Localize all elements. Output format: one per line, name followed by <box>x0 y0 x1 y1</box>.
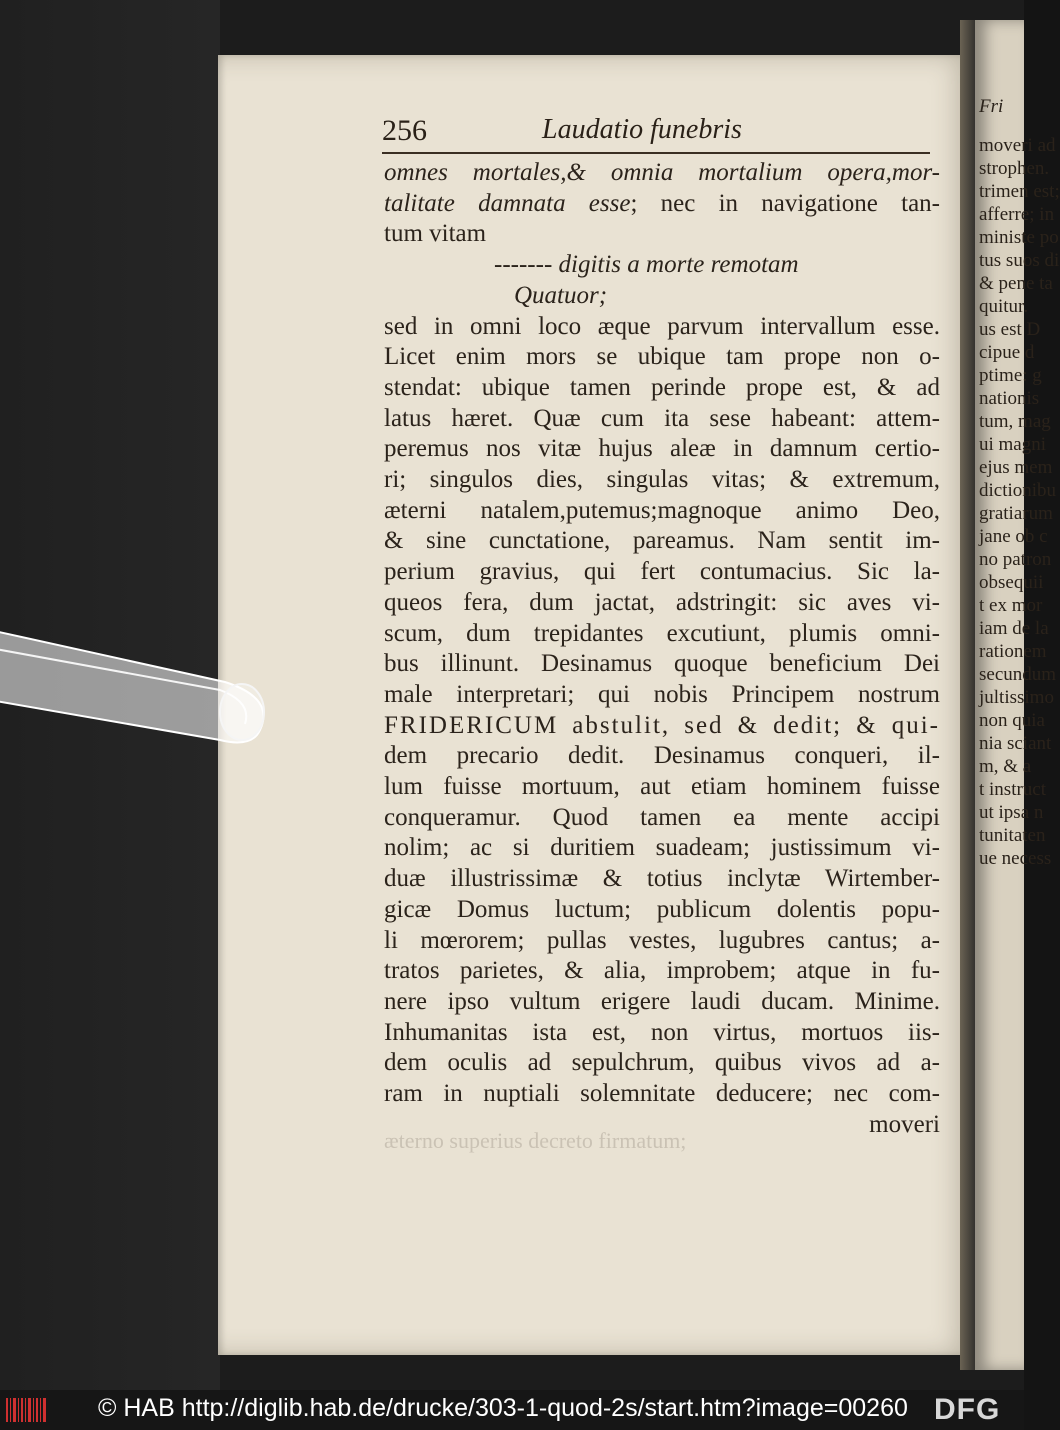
text-line: tratos parietes, & alia, improbem; atque in fu- <box>384 957 940 985</box>
text-line: Inhumanitas ista est, non virtus, mortuos iis- <box>384 1018 940 1046</box>
text-line: Licet enim mors se ubique tam prope non o- <box>384 343 940 371</box>
facing-page-line: cipue d <box>979 342 1035 363</box>
facing-page-line: t ex mor <box>979 595 1043 616</box>
page-number: 256 <box>382 114 427 147</box>
roman-fragment: ; nec in navigatione tan- <box>630 189 941 217</box>
text-line: ri; singulos dies, singulas vitas; & extremum, <box>384 466 940 494</box>
text-line: ram in nuptiali solemnitate deducere; nec com- <box>384 1080 940 1108</box>
facing-page-line: jane ob c <box>979 526 1048 547</box>
facing-page-line: us est D <box>979 319 1041 340</box>
text-line: peremus nos vitæ hujus aleæ in damnum certio- <box>384 435 940 463</box>
facing-page-line: dictionibu <box>979 480 1057 501</box>
facing-page-line: non quia <box>979 710 1045 731</box>
verse-line: ------- digitis a morte remotam <box>494 251 799 279</box>
facing-page-line: m, & a <box>979 756 1032 777</box>
copyright-link[interactable]: © HAB http://diglib.hab.de/drucke/303-1-quod-2s/start.htm?image=00260 <box>98 1394 908 1422</box>
facing-page-line: rationem <box>979 641 1047 662</box>
text-line: conqueramur. Quod tamen ea mente accipi <box>384 803 940 831</box>
facing-page-line: tum, mag <box>979 411 1051 432</box>
facing-page-line: ejus mem <box>979 457 1053 478</box>
facing-page-line: ue necess <box>979 848 1052 869</box>
facing-page-line: iam de la <box>979 618 1049 639</box>
facing-page-line: Fri <box>979 96 1004 117</box>
text-line: latus hæret. Quæ cum ita sese habeant: attem- <box>384 404 940 432</box>
text-line: stendat: ubique tamen perinde prope est, & ad <box>384 373 940 401</box>
facing-page-line: ptime: g <box>979 365 1042 386</box>
facing-page-line: gratiarum <box>979 503 1053 524</box>
facing-page-line: obsequii <box>979 572 1044 593</box>
glass-probe <box>0 620 280 750</box>
facing-page-text <box>979 95 1060 870</box>
text-line <box>384 189 940 220</box>
text-line: queos fera, dum jactat, adstringit: sic aves vi- <box>384 588 940 616</box>
facing-page-line: t instruct <box>979 779 1047 800</box>
facing-page-line: ui magni <box>979 434 1047 455</box>
viewer-footer <box>0 1390 1024 1430</box>
header-rule <box>382 152 930 154</box>
facing-page-line: strophen. <box>979 158 1050 179</box>
text-line: FRIDERICUM abstulit, sed & dedit; & qui- <box>384 711 940 739</box>
verse-line: Quatuor; <box>514 281 608 309</box>
text-line: sed in omni loco æque parvum intervallum esse. <box>384 312 940 340</box>
text-line: duæ illustrissimæ & totius inclytæ Wirtember- <box>384 865 940 893</box>
text-line: bus illinunt. Desinamus quoque beneficium Dei <box>384 650 940 678</box>
facing-page-line: & pene ta <box>979 273 1053 294</box>
facing-page-line: tunitaten <box>979 825 1046 846</box>
facing-page-line: nia sciant <box>979 733 1052 754</box>
body-text <box>384 158 940 1141</box>
facing-page-line: moveri ad <box>979 135 1056 156</box>
facing-page-line: jultissimo <box>979 687 1054 708</box>
text-line: nolim; ac si duritiem suadeam; justissimum vi- <box>384 834 940 862</box>
facing-page-line: nationis <box>979 388 1040 409</box>
running-head: Laudatio funebris <box>542 114 742 145</box>
text-line: tum vitam <box>384 220 487 248</box>
facing-page-line: ut ipsa n <box>979 802 1044 823</box>
text-line: dem precario dedit. Desinamus conqueri, il- <box>384 742 940 770</box>
facing-page-line: quitur. <box>979 296 1029 317</box>
facing-page-line: afferre; in <box>979 204 1055 225</box>
text-line: male interpretari; qui nobis Principem nostrum <box>384 680 940 708</box>
facing-page-line: no patron <box>979 549 1052 570</box>
text-line: li mœrorem; pullas vestes, lugubres cantus; a- <box>384 926 940 954</box>
bleed-through-text: æterno superius decreto firmatum; <box>384 1128 687 1153</box>
facing-page <box>975 20 1060 1370</box>
text-line: perium gravius, qui fert contumacius. Sic la- <box>384 558 940 586</box>
text-line: dem oculis ad sepulchrum, quibus vivos ad a- <box>384 1049 940 1077</box>
text-line: lum fuisse mortuum, aut etiam hominem fuisse <box>384 773 940 801</box>
text-line: omnes mortales,& omnia mortalium opera,mor- <box>384 159 940 186</box>
text-line: gicæ Domus luctum; publicum dolentis popu- <box>384 895 940 923</box>
text-line: scum, dum trepidantes excutiunt, plumis omni- <box>384 619 940 647</box>
dfg-logo: DFG <box>934 1393 1001 1426</box>
facing-page-line: trimen est; <box>979 181 1060 202</box>
catchword: moveri <box>869 1110 940 1138</box>
facing-page-line: secundum <box>979 664 1057 685</box>
text-line: & sine cunctatione, pareamus. Nam sentit im- <box>384 527 940 555</box>
text-line: nere ipso vultum erigere laudi ducam. Minime. <box>384 987 940 1015</box>
facing-page-line: tus suos di <box>979 250 1060 271</box>
page-header <box>382 114 942 154</box>
facing-page-line: ministe po <box>979 227 1059 248</box>
barcode-icon <box>6 1396 48 1424</box>
text-line: æterni natalem,putemus;magnoque animo Deo, <box>384 496 940 524</box>
italic-fragment: talitate damnata esse <box>384 189 631 217</box>
